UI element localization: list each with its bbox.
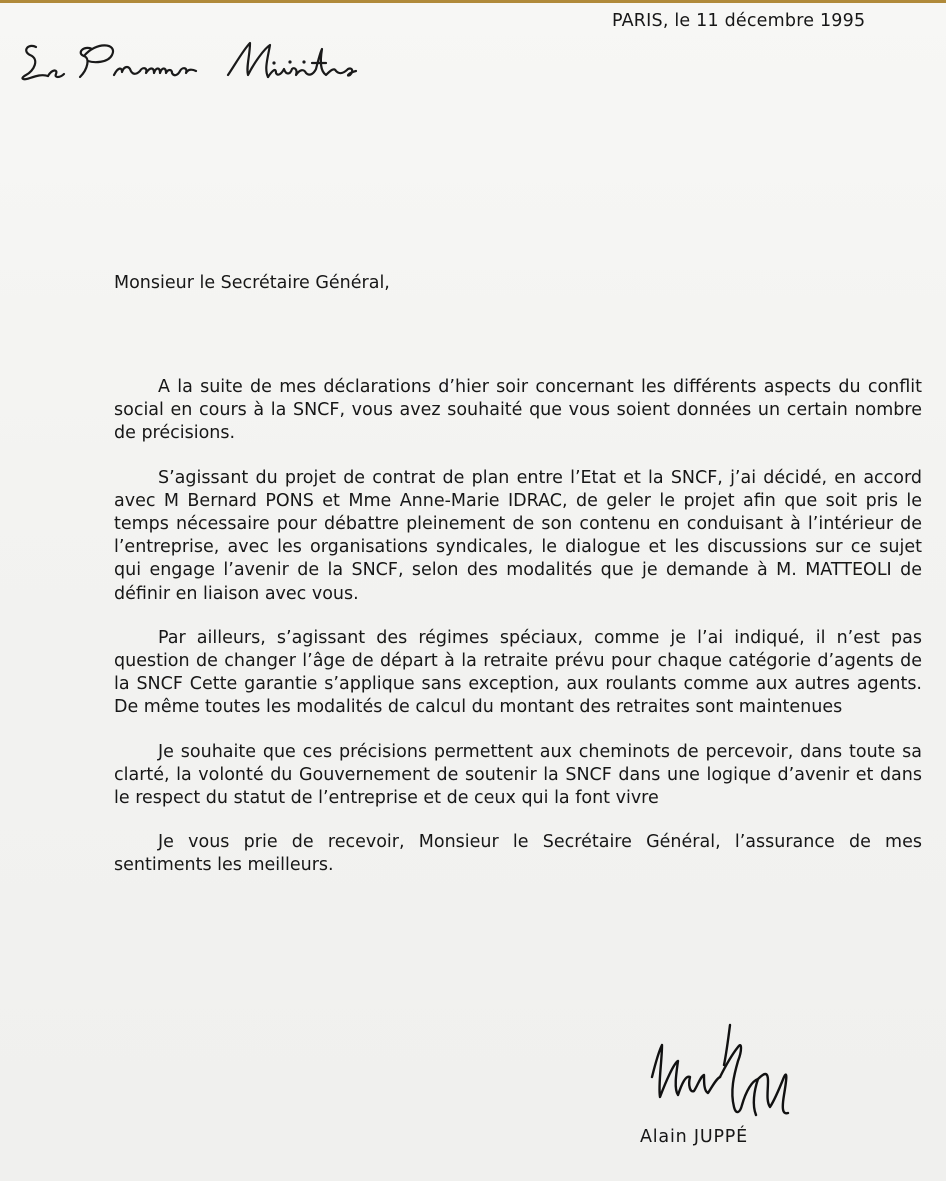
handwritten-signature xyxy=(638,1021,808,1126)
letter-salutation: Monsieur le Secrétaire Général, xyxy=(114,273,390,293)
signature-image xyxy=(638,1021,808,1126)
signer-name: Alain JUPPÉ xyxy=(640,1127,749,1147)
letterhead-script-image xyxy=(14,33,359,89)
paragraph-1: A la suite de mes déclarations d’hier soir concernant les différents aspects du conflit social en cours à la SNCF, vous avez souhaité que vous soient données un certain nombre de précisions. xyxy=(114,377,922,444)
letter-body xyxy=(114,376,922,899)
letterhead-script xyxy=(14,33,359,89)
paragraph-5: Je vous prie de recevoir, Monsieur le Secrétaire Général, l’assurance de mes sentiments les meilleurs. xyxy=(114,832,922,876)
paragraph-4: Je souhaite que ces précisions permettent aux cheminots de percevoir, dans toute sa clarté, la volonté du Gouvernement de soutenir la SNCF dans une logique d’avenir et dans le respect du statut de l’entreprise et de ceux qui la font vivre xyxy=(114,741,922,809)
paragraph-3: Par ailleurs, s’agissant des régimes spéciaux, comme je l’ai indiqué, il n’est pas question de changer l’âge de départ à la retraite prévu pour chaque catégorie d’agents de la SNCF Cette garantie s’applique sans exception, aux roulants comme aux autres agents. De même toutes les modalités de calcul du montant des retraites sont maintenues xyxy=(114,627,922,718)
letter-date: PARIS, le 11 décembre 1995 xyxy=(612,11,866,31)
paragraph-2: S’agissant du projet de contrat de plan entre l’Etat et la SNCF, j’ai décidé, en accord avec M Bernard PONS et Mme Anne-Marie IDRAC, de geler le projet afin que soit pris le temps nécessaire pour débattre pleinement de son contenu en conduisant à l’intérieur de l’entreprise, avec les organisations syndicales, le dialogue et les discussions sur ce sujet qui engage l’avenir de la SNCF, selon des modalités que je demande à M. MATTEOLI de définir en liaison avec vous. xyxy=(114,467,922,604)
